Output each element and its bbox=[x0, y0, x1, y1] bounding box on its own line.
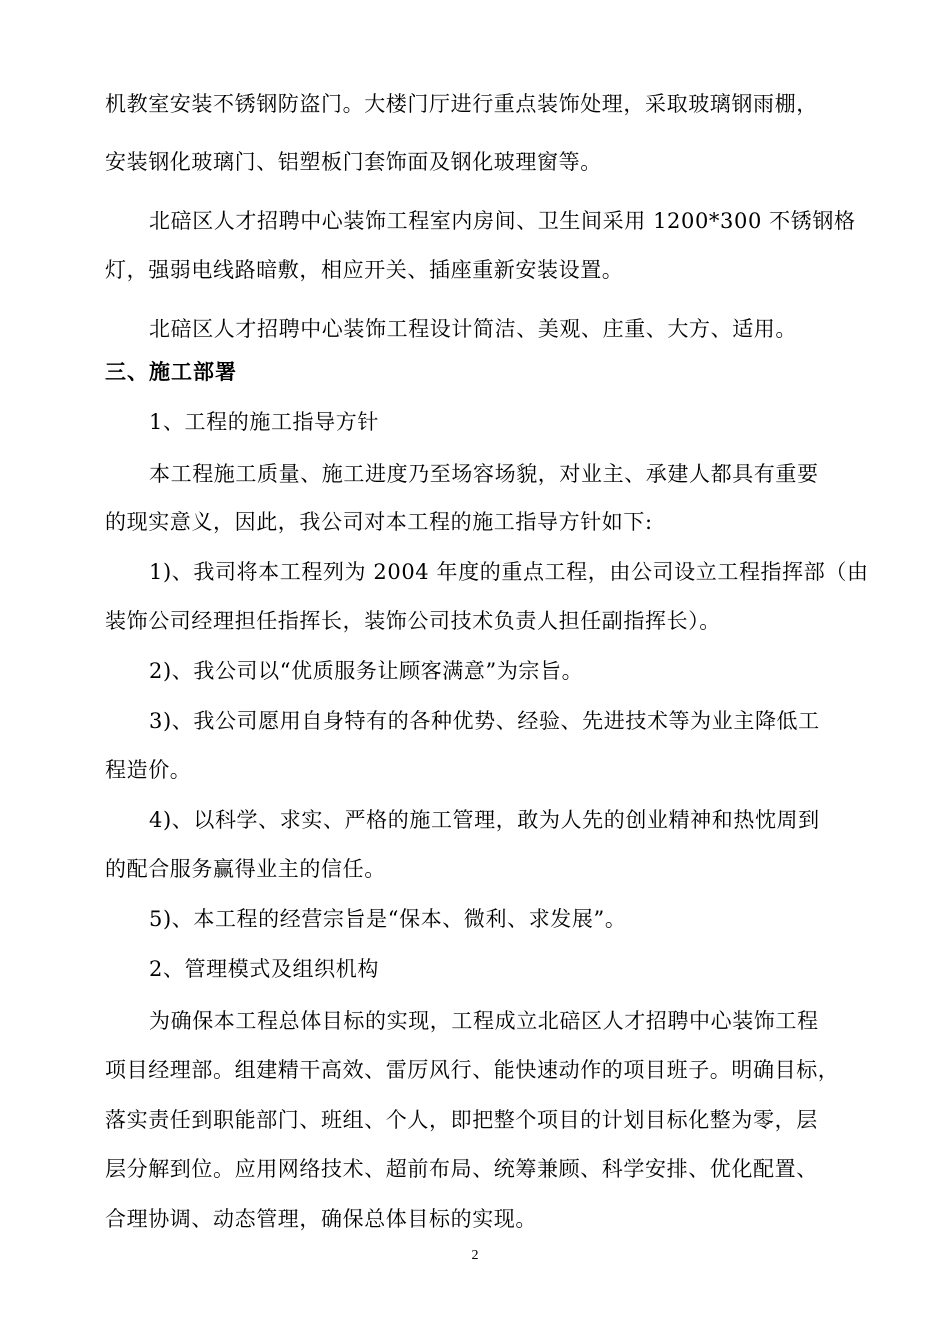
body-text-line: 层分解到位。应用网络技术、超前布局、统筹兼顾、科学安排、优化配置、 bbox=[105, 1157, 818, 1181]
list-item-continuation: 的配合服务赢得业主的信任。 bbox=[105, 857, 386, 881]
subsection-heading: 1、工程的施工指导方针 bbox=[149, 410, 379, 434]
subsection-heading: 2、管理模式及组织机构 bbox=[149, 957, 379, 981]
body-text-line: 安装钢化玻璃门、铝塑板门套饰面及钢化玻理窗等。 bbox=[105, 150, 602, 174]
list-item-first-line: 1)、我司将本工程列为 2004 年度的重点工程，由公司设立工程指挥部（由 bbox=[149, 560, 869, 584]
paragraph-first-line: 北碚区人才招聘中心装饰工程室内房间、卫生间采用 1200*300 不锈钢格 bbox=[149, 209, 856, 233]
list-item-first-line: 5)、本工程的经营宗旨是“保本、微利、求发展”。 bbox=[149, 907, 627, 931]
list-item-continuation: 程造价。 bbox=[105, 758, 192, 782]
paragraph-first-line: 本工程施工质量、施工进度乃至场容场貌，对业主、承建人都具有重要 bbox=[149, 462, 819, 486]
list-item-continuation: 装饰公司经理担任指挥长，装饰公司技术负责人担任副指挥长）。 bbox=[105, 609, 721, 633]
paragraph-first-line: 北碚区人才招聘中心装饰工程设计简洁、美观、庄重、大方、适用。 bbox=[149, 317, 797, 341]
page-number: 2 bbox=[471, 1248, 479, 1263]
body-text-line: 的现实意义，因此，我公司对本工程的施工指导方针如下: bbox=[105, 510, 653, 534]
list-item-first-line: 3)、我公司愿用自身特有的各种优势、经验、先进技术等为业主降低工 bbox=[149, 709, 820, 733]
paragraph-first-line: 为确保本工程总体目标的实现，工程成立北碚区人才招聘中心装饰工程 bbox=[149, 1009, 819, 1033]
body-text-line: 灯，强弱电线路暗敷，相应开关、插座重新安装设置。 bbox=[105, 258, 624, 282]
list-item-first-line: 2)、我公司以“优质服务让顾客满意”为宗旨。 bbox=[149, 659, 584, 683]
list-item-first-line: 4)、以科学、求实、严格的施工管理，敢为人先的创业精神和热忱周到 bbox=[149, 808, 820, 832]
body-text-line: 机教室安装不锈钢防盗门。大楼门厅进行重点装饰处理，采取玻璃钢雨棚， bbox=[105, 92, 818, 116]
body-text-line: 合理协调、动态管理，确保总体目标的实现。 bbox=[105, 1207, 537, 1231]
section-heading: 三、施工部署 bbox=[105, 359, 237, 384]
body-text-line: 项目经理部。组建精干高效、雷厉风行、能快速动作的项目班子。明确目标， bbox=[105, 1058, 840, 1082]
body-text-line: 落实责任到职能部门、班组、个人，即把整个项目的计划目标化整为零，层 bbox=[105, 1108, 818, 1132]
